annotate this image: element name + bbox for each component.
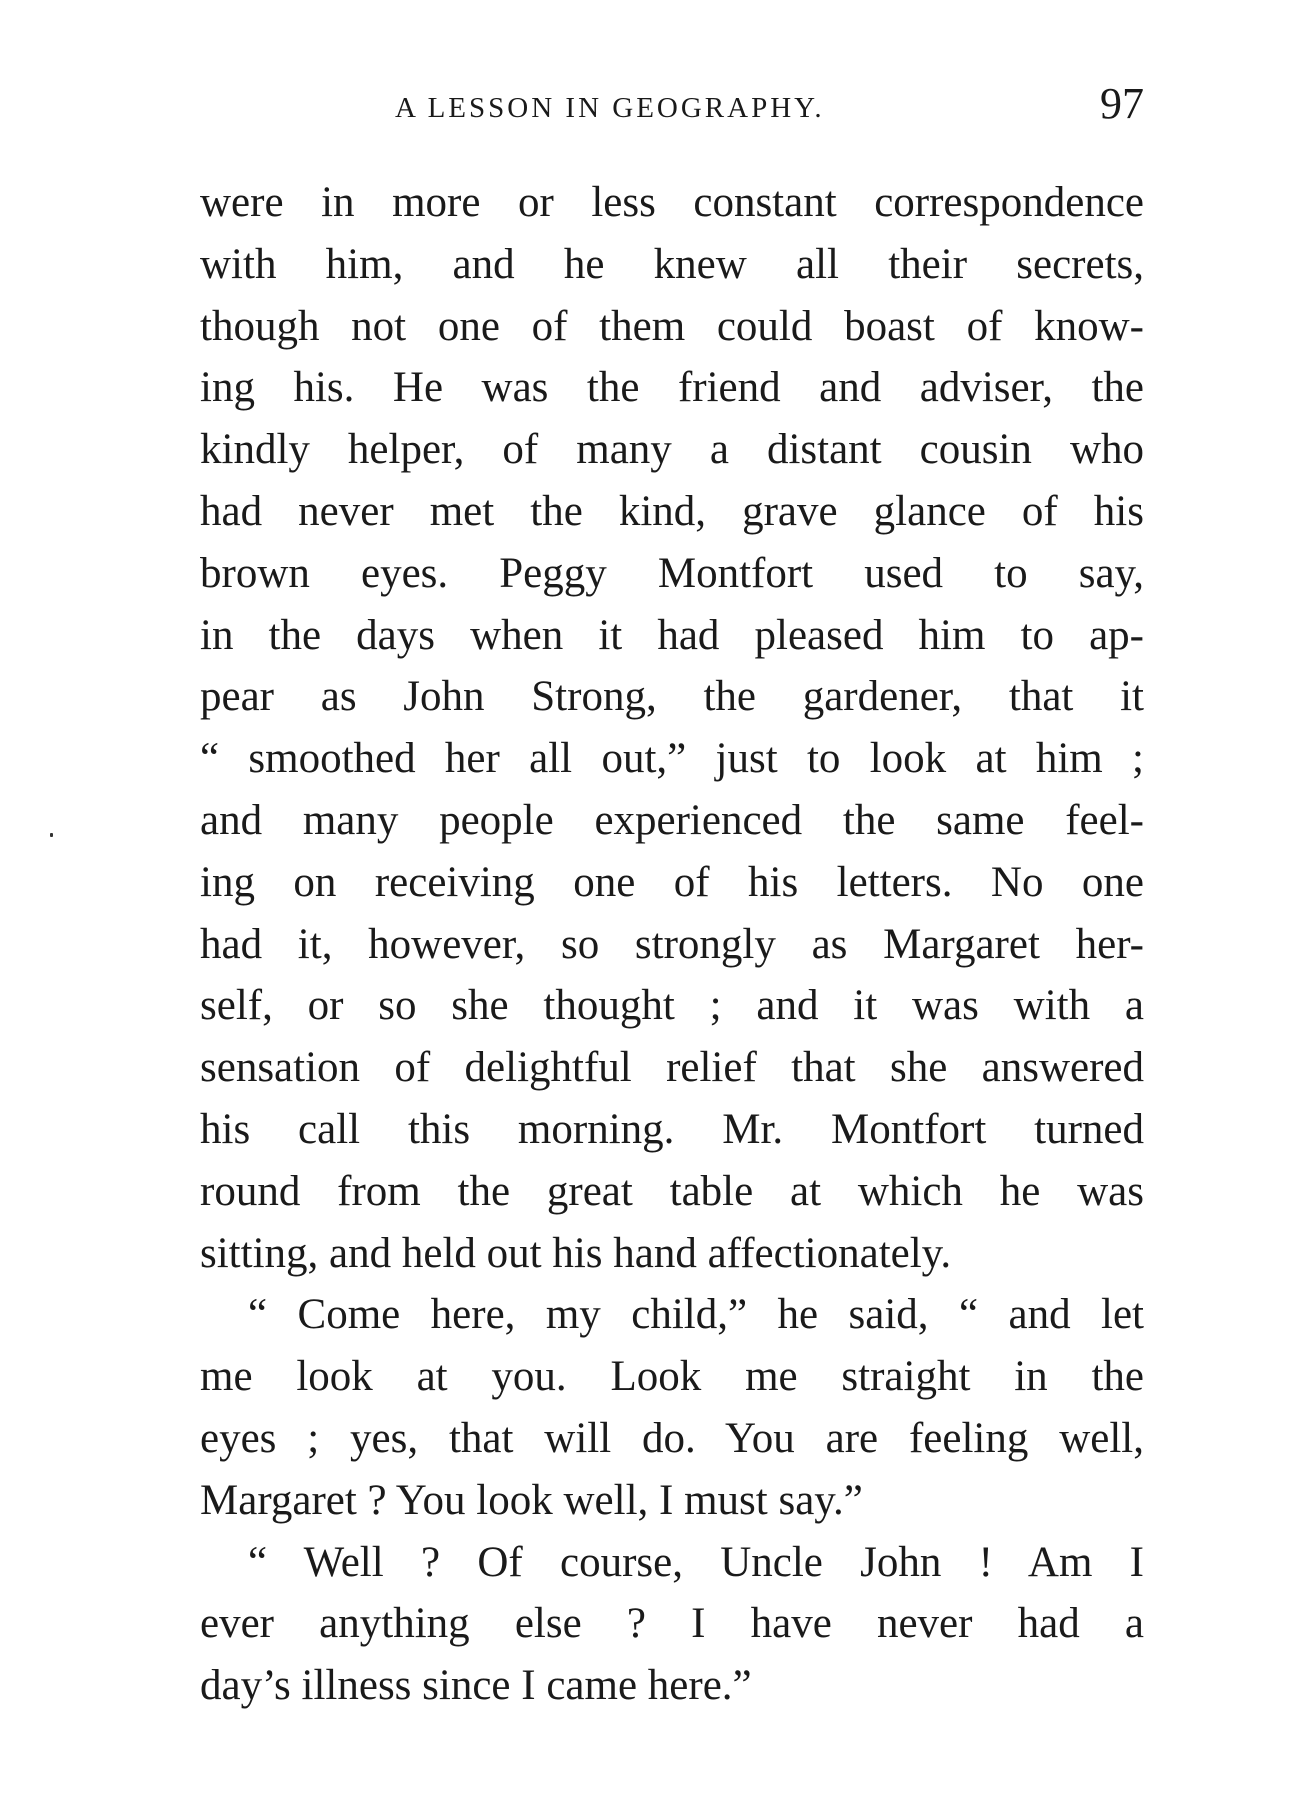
- text-line: had it, however, so strongly as Margaret her-: [200, 920, 1144, 968]
- text-line: self, or so she thought ; and it was with a: [200, 982, 1144, 1030]
- text-line: had never met the kind, grave glance of his: [200, 487, 1144, 535]
- text-line: “ Come here, my child,” he said, “ and let: [248, 1291, 1144, 1339]
- text-line: sensation of delightful relief that she answered: [200, 1044, 1144, 1092]
- text-line: brown eyes. Peggy Montfort used to say,: [200, 549, 1144, 597]
- text-line: eyes ; yes, that will do. You are feeling well,: [200, 1414, 1144, 1462]
- page-number: 97: [1100, 79, 1144, 128]
- text-line: kindly helper, of many a distant cousin who: [200, 426, 1144, 474]
- text-line: his call this morning. Mr. Montfort turned: [200, 1105, 1144, 1153]
- text-line: ing his. He was the friend and adviser, the: [200, 364, 1144, 412]
- text-line: me look at you. Look me straight in the: [200, 1353, 1144, 1401]
- text-line: Margaret ? You look well, I must say.”: [200, 1476, 863, 1524]
- text-line: round from the great table at which he was: [200, 1167, 1144, 1215]
- text-line: ever anything else ? I have never had a: [200, 1600, 1144, 1648]
- text-line: and many people experienced the same feel-: [200, 796, 1144, 844]
- running-head: [200, 79, 1144, 132]
- text-line: ing on receiving one of his letters. No one: [200, 858, 1144, 906]
- text-line: “ Well ? Of course, Uncle John ! Am I: [248, 1538, 1144, 1586]
- text-line: with him, and he knew all their secrets,: [200, 240, 1144, 288]
- body-text: [200, 172, 1144, 1717]
- text-line: were in more or less constant correspondence: [200, 179, 1144, 226]
- text-line: “ smoothed her all out,” just to look at him ;: [200, 735, 1144, 783]
- text-line: pear as John Strong, the gardener, that it: [200, 673, 1144, 721]
- text-line: sitting, and held out his hand affectionately.: [200, 1229, 952, 1277]
- text-line: though not one of them could boast of know-: [200, 302, 1144, 350]
- running-title: A LESSON IN GEOGRAPHY.: [395, 92, 825, 124]
- ink-speck: [50, 833, 53, 837]
- text-line: day’s illness since I came here.”: [200, 1662, 752, 1710]
- text-line: in the days when it had pleased him to ap-: [200, 611, 1144, 659]
